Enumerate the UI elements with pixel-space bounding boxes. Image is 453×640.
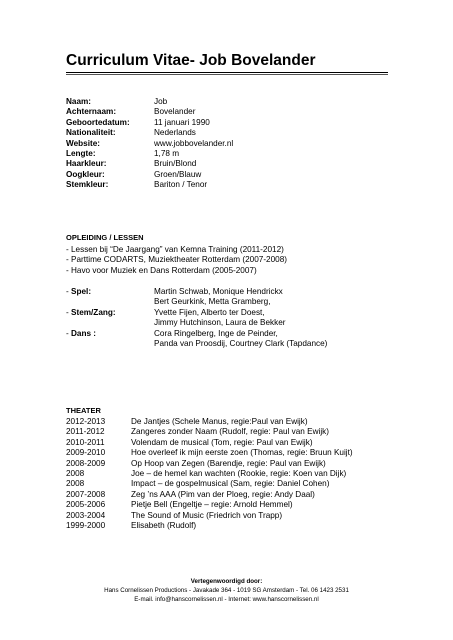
list-item: - Lessen bij “De Jaargang” van Kemna Training (2011-2012) (66, 245, 284, 254)
info-row-stemkleur (66, 180, 233, 190)
theater-year: 2012-2013 (66, 417, 106, 426)
theater-role: Zangeres zonder Naam (Rudolf, regie: Paul van Ewijk) (131, 427, 329, 437)
info-label: Geboortedatum: (66, 117, 130, 127)
theater-list (66, 417, 353, 531)
info-row-geboortedatum (66, 118, 233, 128)
skill-prefix: - (66, 287, 72, 296)
website-link[interactable]: www.jobbovelander.nl (154, 138, 234, 148)
skill-row-stem-cont (66, 318, 327, 328)
opleiding-heading: OPLEIDING / LESSEN (66, 233, 144, 242)
info-value: Job (154, 97, 168, 106)
skill-row-stem (66, 308, 327, 318)
page-title: Curriculum Vitae- Job Bovelander (66, 52, 316, 69)
skill-row-spel-cont (66, 297, 327, 307)
info-label: Naam: (66, 97, 92, 106)
info-label: Stemkleur: (66, 180, 109, 190)
theater-row (66, 490, 353, 500)
footer-address: Hans Cornelissen Productions - Javakade 364 - 1019 SG Amsterdam - Tel. 06 1423 2531 (104, 587, 349, 594)
info-label: Achternaam: (66, 107, 117, 117)
theater-row (66, 511, 353, 521)
theater-year: 2008 (66, 469, 85, 479)
skill-label (66, 329, 154, 339)
theater-row (66, 459, 353, 469)
info-value: Bruin/Blond (154, 159, 197, 169)
theater-role: De Jantjes (Schele Manus, regie:Paul van Ewijk) (131, 417, 308, 426)
theater-year: 2005-2006 (66, 500, 106, 510)
theater-year: 2009-2010 (66, 448, 106, 458)
info-label: Oogkleur: (66, 169, 105, 179)
skill-label (66, 287, 154, 297)
theater-row (66, 448, 353, 458)
skill-teachers: Yvette Fijen, Alberto ter Doest, (154, 307, 265, 317)
skills-list (66, 287, 327, 349)
title-rule-secondary (66, 74, 388, 75)
info-value: 1,78 m (154, 149, 180, 159)
theater-row (66, 417, 353, 427)
skill-suffix: : (88, 287, 92, 296)
skill-row-dans (66, 329, 327, 339)
skill-teachers: Panda van Proosdij, Courtney Clark (Tapdance) (154, 339, 328, 349)
theater-row (66, 427, 353, 437)
theater-year: 2007-2008 (66, 489, 106, 499)
theater-row (66, 479, 353, 489)
theater-role: The Sound of Music (Friedrich von Trapp) (131, 510, 283, 520)
skill-prefix: - (66, 307, 72, 317)
skill-prefix: - (66, 328, 72, 338)
theater-role: Impact – de gospelmusical (Sam, regie: Daniel Cohen) (131, 479, 330, 489)
theater-year: 2008-2009 (66, 458, 106, 468)
info-label: Lengte: (66, 149, 96, 159)
theater-role: Pietje Bell (Engeltje – regie: Arnold Hemmel) (131, 500, 293, 510)
theater-role: Volendam de musical (Tom, regie: Paul van Ewijk) (131, 437, 313, 447)
info-row-oogkleur (66, 170, 233, 180)
skill-label-spacer (66, 297, 154, 307)
theater-year: 2003-2004 (66, 510, 106, 520)
info-label: Nationaliteit: (66, 128, 116, 138)
skill-name: Dans : (71, 328, 97, 338)
footer-contact: E-mail. info@hanscornelissen.nl - Internet: www.hanscornelissen.nl (134, 596, 319, 603)
opleiding-list (66, 245, 287, 276)
theater-row (66, 500, 353, 510)
skill-label (66, 308, 154, 318)
theater-role: Joe – de hemel kan wachten (Rookie, regie: Koen van Dijk) (131, 469, 347, 479)
theater-role: Elisabeth (Rudolf) (131, 521, 197, 531)
theater-heading: THEATER (66, 406, 101, 415)
theater-year: 2011-2012 (66, 427, 105, 437)
info-row-haarkleur (66, 159, 233, 169)
info-row-website (66, 139, 233, 149)
info-row-lengte (66, 149, 233, 159)
info-value: Bovelander (154, 107, 196, 117)
theater-role: Zeg ’ns AAA (Pim van der Ploeg, regie: Andy Daal) (131, 489, 315, 499)
info-label: Website: (66, 138, 100, 148)
info-label: Haarkleur: (66, 159, 107, 169)
info-row-achternaam (66, 107, 233, 117)
theater-year: 2010-2011 (66, 437, 105, 447)
info-row-nationaliteit (66, 128, 233, 138)
skill-name: Spel (71, 287, 89, 296)
skill-teachers: Martin Schwab, Monique Hendrickx (154, 287, 283, 296)
info-row-naam (66, 97, 233, 107)
theater-row (66, 469, 353, 479)
theater-year: 1999-2000 (66, 521, 106, 531)
info-value: 11 januari 1990 (154, 117, 210, 127)
skill-teachers: Jimmy Hutchinson, Laura de Bekker (154, 318, 286, 328)
info-value: Groen/Blauw (154, 169, 202, 179)
skill-label-spacer (66, 318, 154, 328)
skill-label-spacer (66, 339, 154, 349)
theater-role: Hoe overleef ik mijn eerste zoen (Thomas, regie: Bruun Kuijt) (131, 448, 353, 458)
list-item: - Parttime CODARTS, Muziektheater Rotterdam (2007-2008) (66, 255, 287, 265)
info-value: Bariton / Tenor (154, 180, 208, 190)
skill-row-dans-cont (66, 339, 327, 349)
list-item: - Havo voor Muziek en Dans Rotterdam (2005-2007) (66, 265, 257, 275)
theater-row (66, 438, 353, 448)
personal-info (66, 97, 233, 191)
title-rule (66, 72, 388, 73)
theater-year: 2008 (66, 479, 85, 489)
footer-heading: Vertegenwoordigd door: (190, 578, 263, 585)
skill-teachers: Cora Ringelberg, Inge de Peinder, (154, 328, 278, 338)
skill-row-spel (66, 287, 327, 297)
theater-role: Op Hoop van Zegen (Barendje, regie: Paul van Ewijk) (131, 458, 326, 468)
theater-row (66, 521, 353, 531)
skill-name: Stem/Zang: (71, 307, 116, 317)
skill-teachers: Bert Geurkink, Metta Gramberg, (154, 297, 271, 307)
info-value: Nederlands (154, 128, 196, 138)
